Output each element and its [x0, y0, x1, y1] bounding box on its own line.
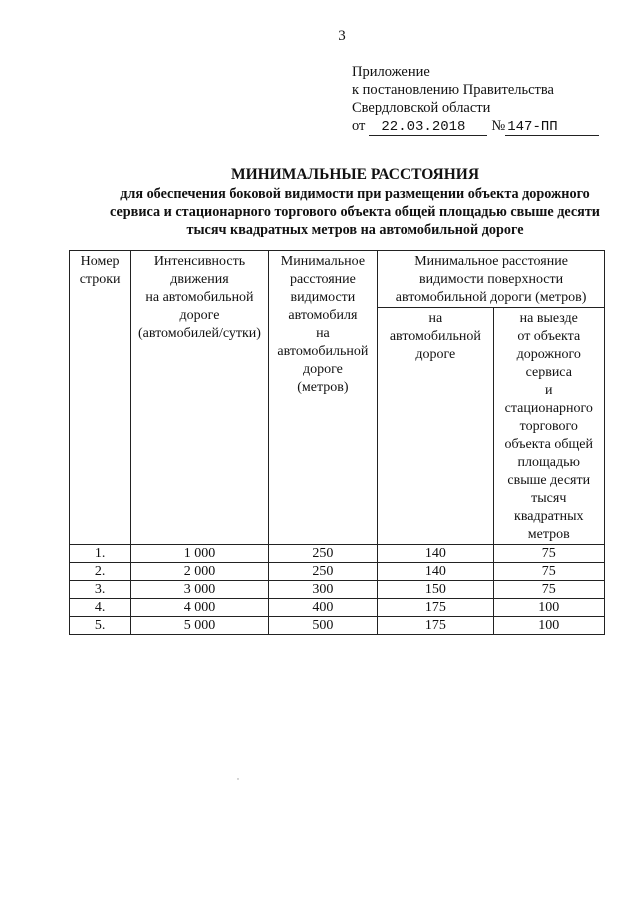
header-at-exit [493, 308, 604, 545]
table-row [70, 563, 605, 581]
appendix-date-line [352, 117, 599, 136]
cell-row-number: 3. [70, 581, 131, 599]
cell-on-road: 175 [378, 599, 493, 617]
header-intensity [131, 251, 269, 545]
cell-row-number: 1. [70, 545, 131, 563]
header-on-road-text: на автомобильной дороге [389, 311, 481, 362]
cell-at-exit: 100 [493, 617, 604, 635]
header-row-number-text: Номер строки [79, 254, 121, 287]
header-row-number [70, 251, 131, 545]
header-min-car [268, 251, 377, 545]
cell-on-road: 140 [378, 545, 493, 563]
header-min-surface [378, 251, 605, 308]
cell-at-exit: 75 [493, 581, 604, 599]
cell-on-road: 140 [378, 563, 493, 581]
header-row-top [70, 251, 605, 308]
document-title: МИНИМАЛЬНЫЕ РАССТОЯНИЯ [230, 166, 480, 183]
cell-at-exit: 75 [493, 545, 604, 563]
cell-min-car: 300 [268, 581, 377, 599]
cell-intensity: 3 000 [131, 581, 269, 599]
scan-speck-mark [236, 777, 240, 781]
resolution-date: 22.03.2018 [369, 120, 487, 136]
page-number: 3 [338, 28, 346, 44]
document-subtitle [60, 185, 640, 239]
cell-intensity: 2 000 [131, 563, 269, 581]
table-row [70, 545, 605, 563]
appendix-region: Свердловской области [352, 100, 491, 116]
cell-min-car: 400 [268, 599, 377, 617]
cell-min-car: 500 [268, 617, 377, 635]
header-min-car-text: Минимальное расстояние видимости автомобиля на автомобильной дороге (метров) [277, 254, 369, 395]
cell-min-car: 250 [268, 563, 377, 581]
table-row [70, 581, 605, 599]
appendix-title: Приложение [352, 64, 430, 80]
cell-intensity: 1 000 [131, 545, 269, 563]
header-at-exit-text: на выезде от объекта дорожного сервиса и стационарного торгового объекта общей площадью свыше десяти тысяч квадратных метров [504, 311, 593, 542]
scan-speck [236, 768, 240, 772]
appendix-block [352, 63, 599, 136]
header-on-road [378, 308, 493, 545]
cell-at-exit: 100 [493, 599, 604, 617]
appendix-resolution: к постановлению Правительства [352, 82, 554, 98]
cell-intensity: 5 000 [131, 617, 269, 635]
cell-row-number: 2. [70, 563, 131, 581]
distances-table [69, 250, 605, 635]
table-row [70, 617, 605, 635]
cell-row-number: 5. [70, 617, 131, 635]
cell-at-exit: 75 [493, 563, 604, 581]
cell-on-road: 150 [378, 581, 493, 599]
subtitle-text: для обеспечения боковой видимости при размещении объекта дорожного сервиса и стационарного торгового объекта общей площадью свыше десяти тысяч квадратных метров на автомобильной дороге [110, 186, 600, 238]
from-label: от [352, 118, 366, 134]
header-intensity-text: Интенсивность движения на автомобильной дороге (автомобилей/сутки) [137, 254, 261, 341]
table-row [70, 599, 605, 617]
number-label: № [491, 118, 506, 134]
cell-intensity: 4 000 [131, 599, 269, 617]
cell-row-number: 4. [70, 599, 131, 617]
header-min-surface-text: Минимальное расстояние видимости поверхности автомобильной дороги (метров) [395, 254, 587, 305]
cell-min-car: 250 [268, 545, 377, 563]
cell-on-road: 175 [378, 617, 493, 635]
resolution-number: 147-ПП [505, 120, 599, 136]
